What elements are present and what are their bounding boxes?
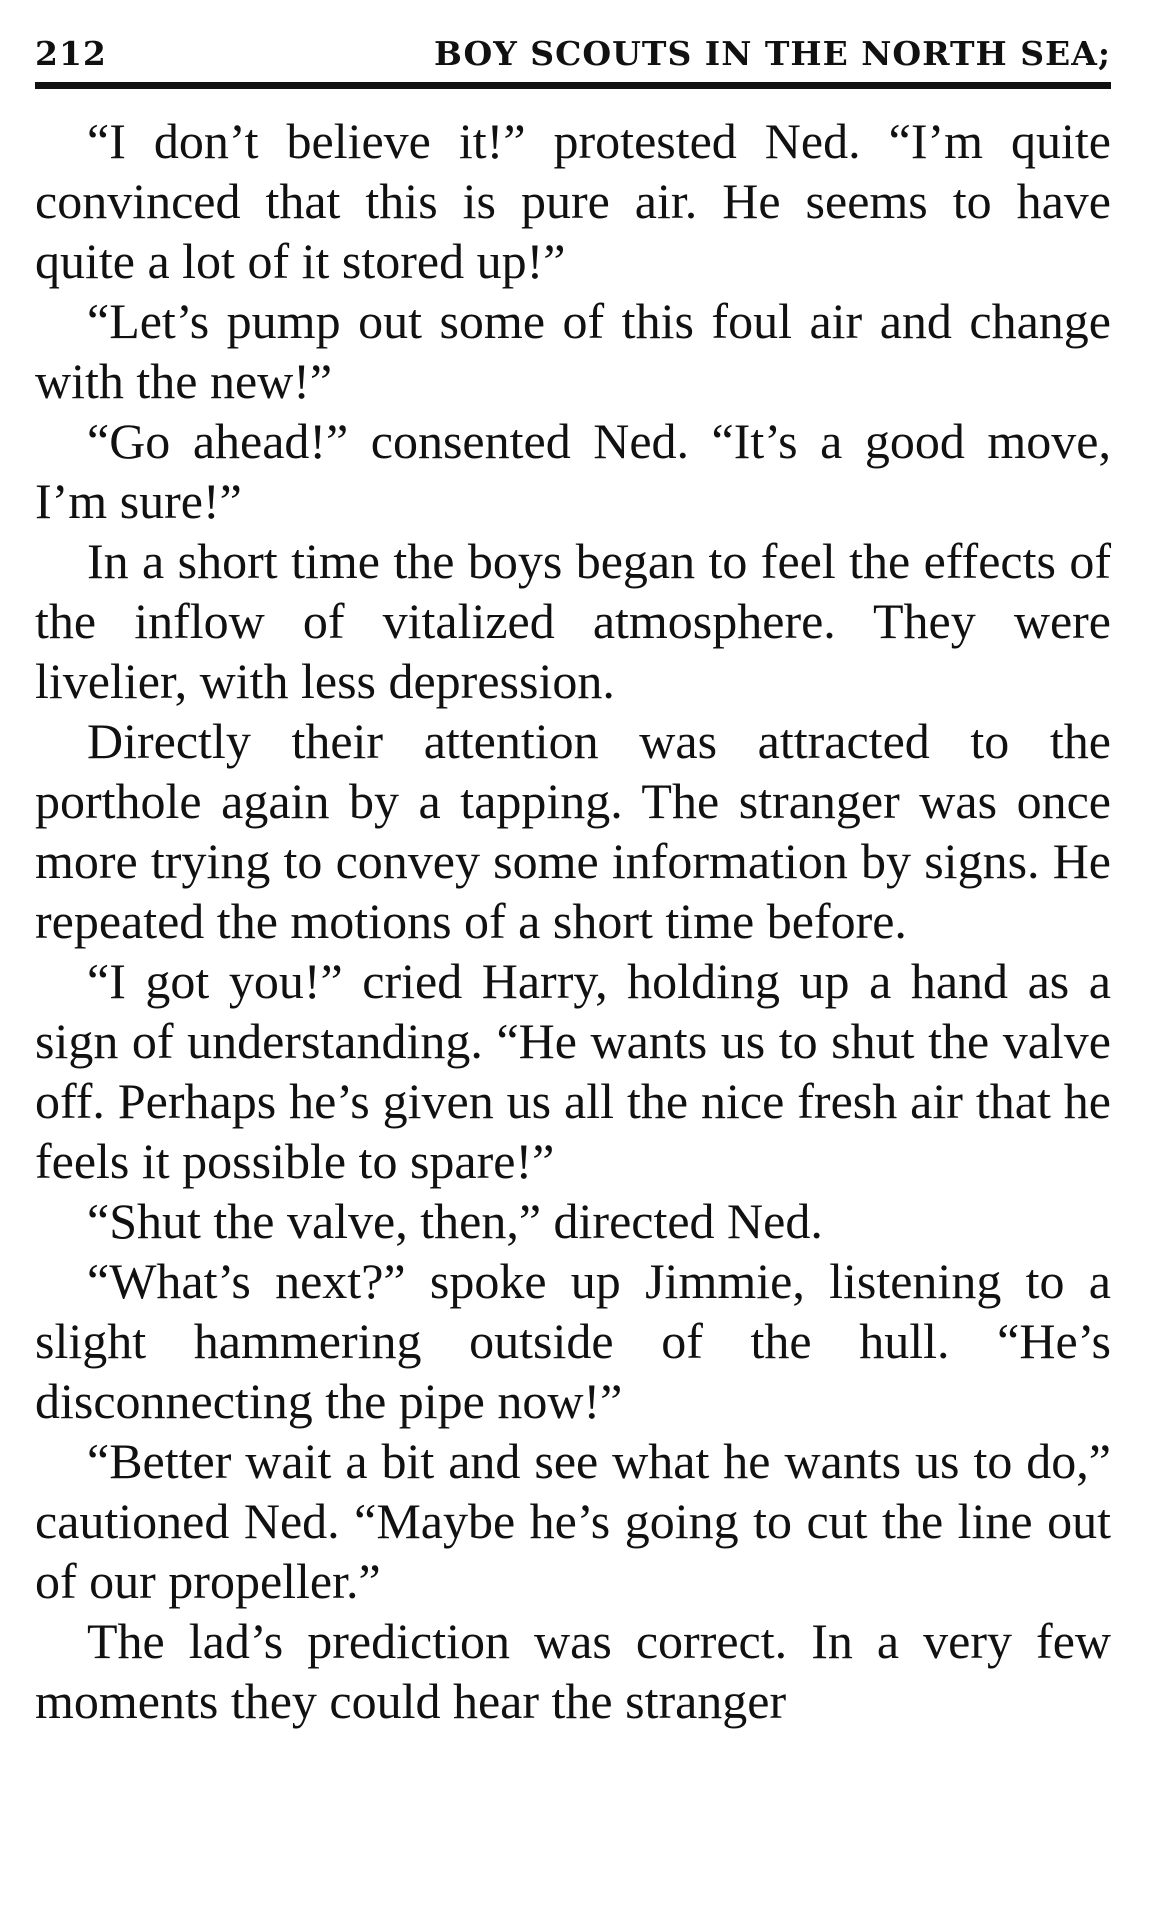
paragraph: Directly their attention was attracted to the porthole again by a tapping. The stranger was once more trying to convey some information by signs. He repeated the motions of a short time before. [35,713,1111,949]
paragraph: In a short time the boys began to feel the effects of the inflow of vitalized atmosphere. They were livelier, with less depression. [35,533,1111,709]
page-number: 212 [35,34,107,73]
paragraph: The lad’s prediction was correct. In a very few moments they could hear the stranger [35,1613,1111,1729]
body-text [35,111,1111,1731]
paragraph: “Go ahead!” consented Ned. “It’s a good move, I’m sure!” [35,413,1111,529]
paragraph: “What’s next?” spoke up Jimmie, listening to a slight hammering outside of the hull. “He’s disconnecting the pipe now!” [35,1253,1111,1429]
paragraph: “Shut the valve, then,” directed Ned. [87,1193,823,1249]
paragraph: “Let’s pump out some of this foul air and change with the new!” [35,293,1111,409]
paragraph: “I got you!” cried Harry, holding up a hand as a sign of understanding. “He wants us to shut the valve off. Perhaps he’s given us all the nice fresh air that he feels it possible to spare!” [35,953,1111,1189]
paragraph: “I don’t believe it!” protested Ned. “I’m quite convinced that this is pure air. He seems to have quite a lot of it stored up!” [35,113,1111,289]
book-page [35,28,1111,1731]
running-title: BOY SCOUTS IN THE NORTH SEA; [433,34,1111,73]
header-rule [35,82,1111,89]
paragraph: “Better wait a bit and see what he wants us to do,” cautioned Ned. “Maybe he’s going to cut the line out of our propeller.” [35,1433,1111,1609]
running-head [35,28,1111,80]
